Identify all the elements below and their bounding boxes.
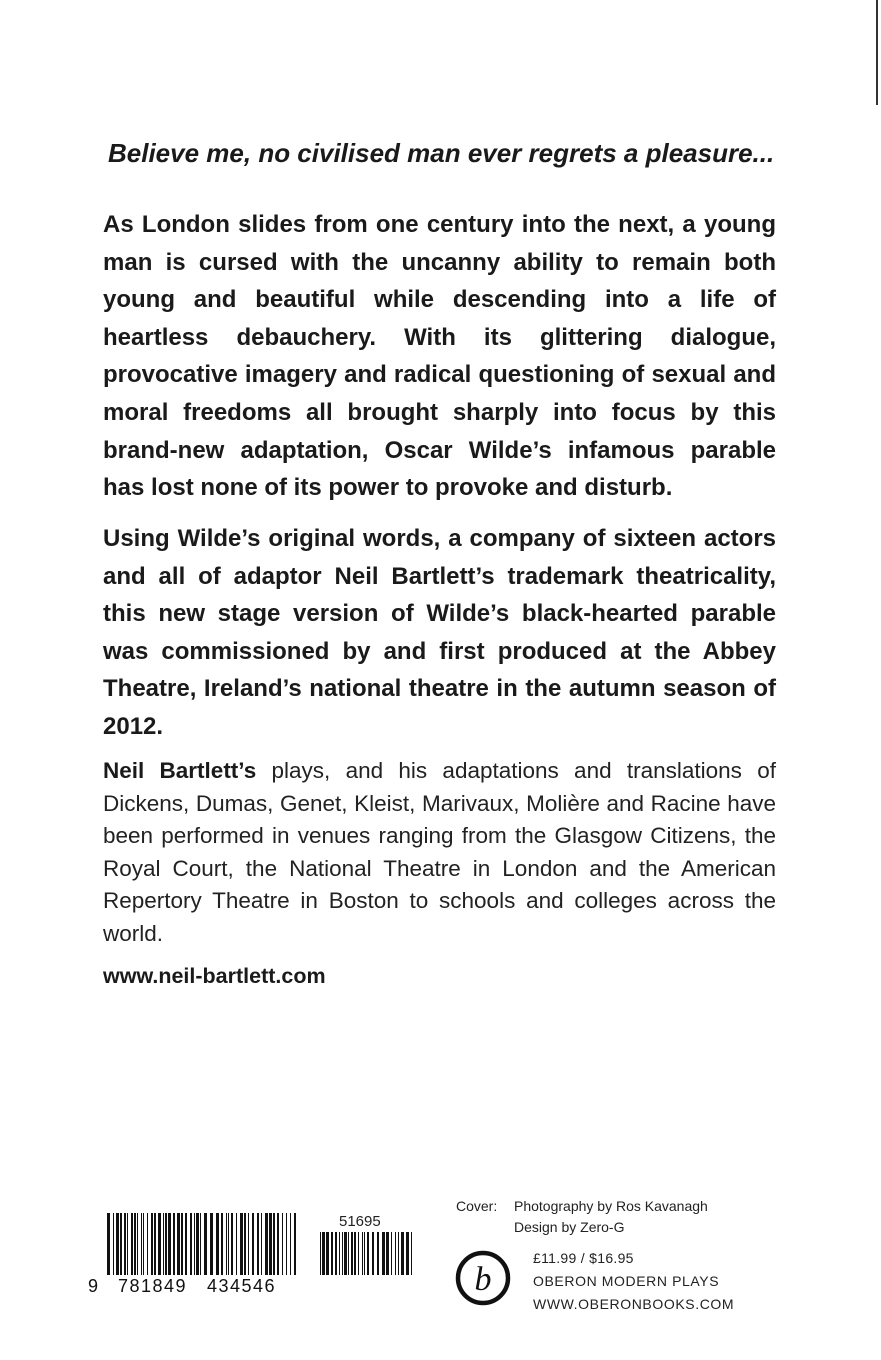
barcode-bar — [377, 1232, 379, 1275]
barcode-bar — [406, 1232, 409, 1275]
blurb-paragraph-2: Using Wilde’s original words, a company of sixteen actors and all of adaptor Neil Bartlett’s trademark theatricality, this new stage version of Wilde’s black-hearted parable was commissioned by and first produced at the Abbey Theatre, Ireland’s national theatre in the autumn season of 2012. — [103, 525, 776, 740]
barcode-bar — [204, 1213, 207, 1275]
isbn-barcode — [107, 1213, 299, 1275]
barcode-bar — [290, 1213, 291, 1275]
barcode-bar — [226, 1213, 227, 1275]
blurb-paragraph-1: As London slides from one century into the next, a young man is cursed with the uncanny ability to remain both young and beautiful while descending into a life of heartless debauchery. With its glittering dialogue, provocative imagery and radical questioning of sexual and moral freedoms all brought sharply into focus by this brand-new adaptation, Oscar Wilde’s infamous parable has lost none of its power to provoke and disturb. — [103, 211, 776, 502]
barcode-bar — [147, 1213, 148, 1275]
barcode-bar — [326, 1232, 329, 1275]
barcode-bar — [200, 1213, 201, 1275]
barcode-bar — [351, 1232, 353, 1275]
barcode-bar — [261, 1213, 262, 1275]
barcode-bar — [339, 1232, 340, 1275]
barcode-bar — [277, 1213, 279, 1275]
barcode-bar — [137, 1213, 138, 1275]
barcode-bar — [216, 1213, 219, 1275]
barcode-bar — [158, 1213, 161, 1275]
barcode-bar — [411, 1232, 412, 1275]
publisher-website: WWW.OBERONBOOKS.COM — [533, 1296, 735, 1312]
barcode-bar — [348, 1232, 349, 1275]
barcode-bar — [391, 1232, 392, 1275]
page-edge-line — [876, 0, 878, 105]
barcode-bar — [127, 1213, 128, 1275]
barcode-bar — [248, 1213, 249, 1275]
isbn-group-2: 434546 — [207, 1276, 277, 1296]
author-name: Neil Bartlett’s — [103, 758, 257, 783]
barcode-bar — [401, 1232, 404, 1275]
barcode-bar — [269, 1213, 272, 1275]
author-website: www.neil-bartlett.com — [103, 964, 326, 988]
cover-design-credit: Design by Zero-G — [514, 1219, 625, 1235]
barcode-bar — [124, 1213, 126, 1275]
barcode-bar — [134, 1213, 136, 1275]
barcode-bar — [367, 1232, 369, 1275]
isbn-group-1: 781849 — [118, 1276, 188, 1296]
price: £11.99 / $16.95 — [533, 1250, 634, 1266]
barcode-bar — [116, 1213, 119, 1275]
barcode-bar — [196, 1213, 199, 1275]
barcode-bar — [395, 1232, 396, 1275]
barcode-bar — [141, 1213, 142, 1275]
barcode-bar — [358, 1232, 359, 1275]
barcode-bar — [282, 1213, 283, 1275]
barcode-bar — [265, 1213, 268, 1275]
barcode-bar — [372, 1232, 374, 1275]
barcode-bar — [236, 1213, 237, 1275]
barcode-bar — [257, 1213, 259, 1275]
barcode-bar — [344, 1232, 347, 1275]
barcode-bar — [231, 1213, 233, 1275]
barcode-bar — [181, 1213, 183, 1275]
barcode-bar — [364, 1232, 365, 1275]
barcode-bar — [151, 1213, 153, 1275]
barcode-bar — [386, 1232, 389, 1275]
barcode-bar — [228, 1213, 229, 1275]
barcode-bar — [322, 1232, 325, 1275]
barcode-bar — [362, 1232, 363, 1275]
barcode-bar — [107, 1213, 110, 1275]
barcode-bar — [131, 1213, 133, 1275]
barcode-bar — [210, 1213, 213, 1275]
barcode-bar — [382, 1232, 385, 1275]
barcode-bar — [173, 1213, 175, 1275]
isbn-lead-digit: 9 — [88, 1276, 99, 1296]
barcode-bar — [273, 1213, 275, 1275]
barcode-bar — [320, 1232, 321, 1275]
barcode-bar — [252, 1213, 254, 1275]
barcode-addon — [320, 1232, 414, 1275]
barcode-bar — [354, 1232, 356, 1275]
barcode-addon-number: 51695 — [339, 1213, 381, 1230]
oberon-logo-letter: b — [474, 1261, 492, 1298]
barcode-bar — [163, 1213, 164, 1275]
author-bio — [103, 755, 776, 950]
cover-photography-credit: Photography by Ros Kavanagh — [514, 1198, 708, 1214]
barcode-bar — [143, 1213, 144, 1275]
barcode-bar — [331, 1232, 333, 1275]
author-bio-text: plays, and his adaptations and translations of Dickens, Dumas, Genet, Kleist, Marivaux, Molière and Racine have been performed in venues ranging from the Glasgow Citizens, the Royal Court, the National Theatre in London and the American Repertory Theatre in Boston to schools and colleges across the world. — [103, 758, 776, 946]
barcode-bar — [185, 1213, 187, 1275]
barcode-bar — [120, 1213, 122, 1275]
barcode-bar — [342, 1232, 343, 1275]
barcode-bar — [154, 1213, 156, 1275]
tagline: Believe me, no civilised man ever regrets a pleasure... — [108, 138, 775, 168]
barcode-bar — [240, 1213, 243, 1275]
barcode-bar — [165, 1213, 167, 1275]
barcode-bar — [221, 1213, 223, 1275]
barcode-bar — [194, 1213, 195, 1275]
barcode-bar — [244, 1213, 246, 1275]
barcode-bar — [190, 1213, 192, 1275]
barcode-bar — [113, 1213, 114, 1275]
oberon-logo-icon — [455, 1250, 511, 1306]
barcode-bar — [398, 1232, 399, 1275]
barcode-bar — [294, 1213, 296, 1275]
barcode-bar — [286, 1213, 287, 1275]
barcode-bar — [168, 1213, 171, 1275]
barcode-bar — [177, 1213, 180, 1275]
cover-credit-label: Cover: — [456, 1198, 498, 1214]
series-name: OBERON MODERN PLAYS — [533, 1273, 720, 1289]
barcode-bar — [335, 1232, 337, 1275]
